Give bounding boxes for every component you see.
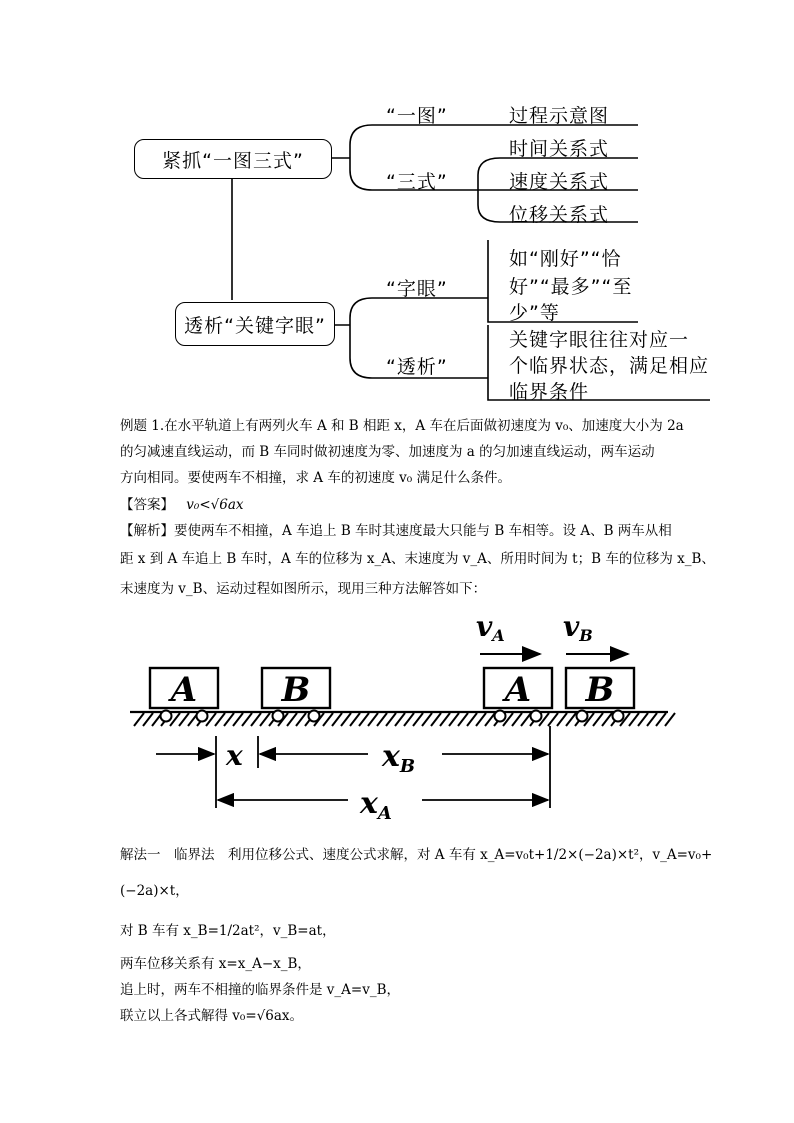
analysis-line-2: 距 x 到 A 车追上 B 车时，A 车的位移为 x_A、末速度为 v_A、所用时间为 t；B 车的位移为 x_B、 bbox=[120, 551, 715, 567]
car-b-start-label: B bbox=[281, 670, 311, 710]
velocity-a bbox=[476, 610, 540, 654]
svg-text:vA: vA bbox=[476, 610, 505, 645]
mind-map-root-2: 透析“关键字眼” bbox=[175, 302, 335, 346]
distance-xb: $x_B$ bbox=[382, 739, 416, 777]
leaf-ziyan-line-3: 少”等 bbox=[509, 302, 560, 324]
leaf-ziyan-line-2: 好”“最多”“至 bbox=[509, 276, 633, 298]
car-a-start bbox=[150, 668, 218, 722]
branch-ziyan: “字眼” bbox=[386, 278, 448, 300]
leaf-ziyan-line-1: 如“刚好”“恰 bbox=[509, 248, 622, 270]
solution-line-1: 解法一 临界法 利用位移公式、速度公式求解，对 A 车有 x_A=v₀t+1/2×(−2a)×t²，v_A=v₀+ bbox=[120, 847, 713, 863]
leaf-touxi-line-2: 个临界状态，满足相应 bbox=[509, 355, 710, 377]
analysis-line-3: 末速度为 v_B、运动过程如图所示，现用三种方法解答如下： bbox=[120, 581, 487, 597]
leaf-time-relation: 时间关系式 bbox=[509, 138, 610, 160]
example-line-1: 例题 1.在水平轨道上有两列火车 A 和 B 相距 x，A 车在后面做初速度为 v₀、加速度大小为 2a bbox=[120, 418, 684, 434]
analysis-line-1: 【解析】要使两车不相撞，A 车追上 B 车时其速度最大只能与 B 车相等。设 A、B 两车从相 bbox=[120, 523, 672, 539]
car-a-end-label: A bbox=[504, 670, 532, 710]
branch-yitu: “一图” bbox=[386, 105, 448, 127]
ground bbox=[130, 712, 675, 726]
solution-line-4: 两车位移关系有 x=x_A−x_B， bbox=[120, 956, 311, 972]
distance-xa: $x_A$ bbox=[360, 786, 392, 823]
car-b-end-label: B bbox=[585, 670, 615, 710]
leaf-process-diagram: 过程示意图 bbox=[509, 105, 610, 127]
distance-x: x bbox=[226, 739, 243, 772]
branch-touxi: “透析” bbox=[386, 356, 448, 378]
example-line-2: 的匀减速直线运动，而 B 车同时做初速度为零、加速度为 a 的匀加速直线运动，两车运动 bbox=[120, 444, 655, 460]
example-line-3: 方向相同。要使两车不相撞，求 A 车的初速度 v₀ 满足什么条件。 bbox=[120, 470, 511, 486]
car-b-end bbox=[566, 668, 634, 722]
solution-line-6: 联立以上各式解得 v₀=√6ax。 bbox=[120, 1008, 303, 1024]
svg-text:vB: vB bbox=[563, 610, 593, 645]
distance-markers bbox=[156, 726, 550, 808]
leaf-touxi-line-3: 临界条件 bbox=[509, 381, 590, 403]
branch-sanshi: “三式” bbox=[386, 171, 448, 193]
leaf-touxi-line-1: 关键字眼往往对应一 bbox=[509, 329, 690, 351]
car-a-end bbox=[484, 668, 552, 722]
motion-figure bbox=[120, 608, 680, 823]
car-a-start-label: A bbox=[170, 670, 198, 710]
solution-line-3: 对 B 车有 x_B=1/2at²，v_B=at， bbox=[120, 923, 336, 939]
velocity-b bbox=[563, 610, 628, 654]
solution-line-2: (−2a)×t， bbox=[120, 883, 189, 899]
leaf-displacement-relation: 位移关系式 bbox=[509, 204, 610, 226]
answer-value: v₀<√6ax bbox=[186, 497, 244, 513]
mind-map-root-1: 紧抓“一图三式” bbox=[134, 139, 332, 179]
leaf-velocity-relation: 速度关系式 bbox=[509, 171, 610, 193]
solution-line-5: 追上时，两车不相撞的临界条件是 v_A=v_B， bbox=[120, 982, 401, 998]
answer-row bbox=[120, 492, 244, 518]
answer-label: 【答案】 bbox=[120, 497, 174, 513]
